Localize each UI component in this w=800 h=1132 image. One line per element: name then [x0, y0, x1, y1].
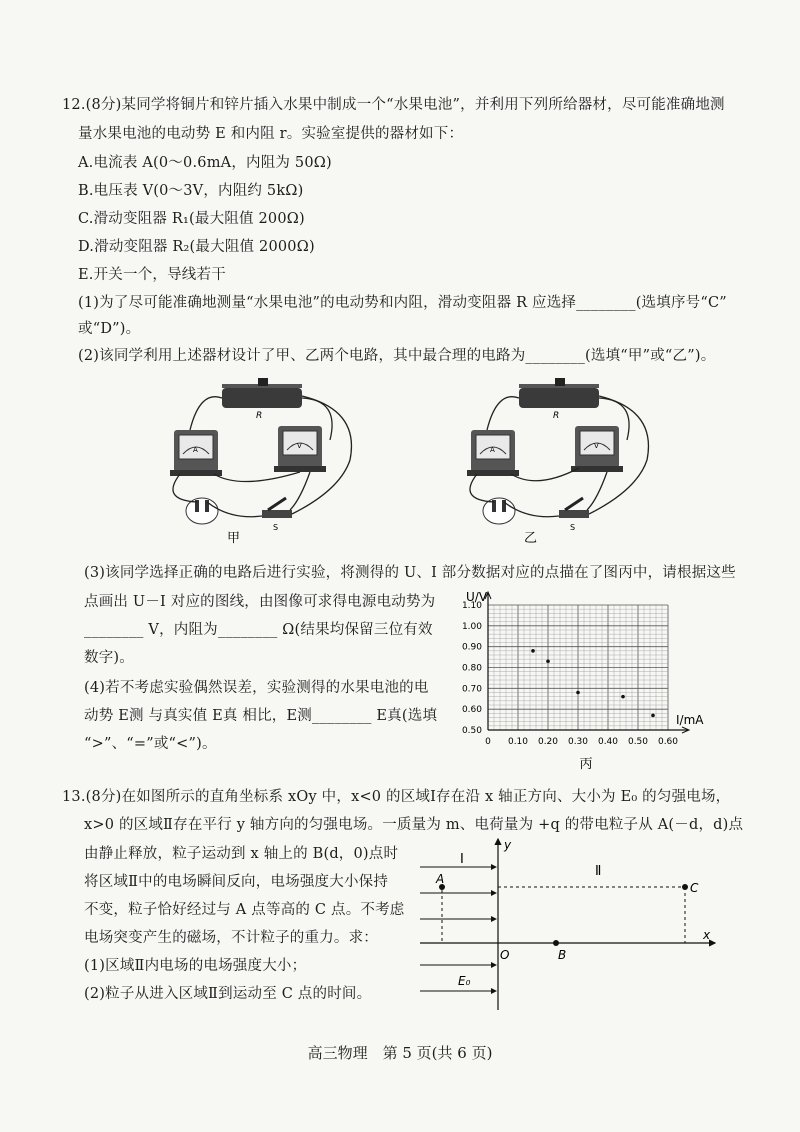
svg-text:A: A	[193, 446, 198, 454]
region-1-label: Ⅰ	[460, 852, 464, 867]
q13-part1: (1)区域Ⅱ内电场的电场强度大小；	[84, 958, 307, 974]
option-a: A.电流表 A(0～0.6mA，内阻为 50Ω)	[78, 155, 332, 171]
ammeter	[170, 430, 222, 476]
data-point	[651, 714, 655, 718]
switch	[262, 510, 292, 518]
q12-line-1: 12.(8分)某同学将铜片和锌片插入水果中制成一个“水果电池”，并利用下列所给器材，尽可能准确地测	[62, 97, 725, 113]
rheostat-label: R	[256, 411, 263, 421]
y-axis-label: U/V	[466, 590, 488, 604]
svg-text:R: R	[553, 411, 560, 421]
x-axis-label: I/mA	[676, 713, 704, 727]
chart-bing	[440, 585, 720, 785]
svg-text:V: V	[297, 442, 302, 450]
q13-line-1: 13.(8分)在如图所示的直角坐标系 xOy 中，x<0 的区域Ⅰ存在沿 x 轴正方向、大小为 E₀ 的匀强电场，	[62, 789, 731, 805]
q12-part4-line2: 动势 E测 与真实值 E真 相比，E测________ E真(选填	[84, 708, 438, 724]
origin-label: O	[500, 948, 510, 962]
x-tick-label: 0.40	[597, 737, 619, 747]
option-c: C.滑动变阻器 R₁(最大阻值 200Ω)	[78, 211, 305, 227]
x-tick-label: 0.50	[627, 737, 649, 747]
q12-part3-line3: ________ V，内阻为________ Ω(结果均保留三位有效	[84, 622, 433, 638]
y-tick-label: 0.70	[461, 684, 482, 695]
q12-part4: (4)若不考虑实验偶然误差，实验测得的水果电池的电	[84, 680, 429, 696]
x-tick-label: 0	[485, 737, 491, 747]
voltmeter	[274, 426, 326, 472]
field-diagram	[420, 835, 720, 1015]
svg-text:A: A	[490, 446, 495, 454]
data-point	[531, 649, 535, 653]
rheostat-body	[222, 388, 302, 408]
label-yi: 乙	[524, 531, 538, 546]
svg-text:A: A	[436, 872, 445, 886]
y-tick-label: 0.50	[461, 726, 482, 736]
q12-part1: (1)为了尽可能准确地测量“水果电池”的电动势和内阻，滑动变阻器 R 应选择________(选填序号“C”	[78, 295, 727, 311]
svg-text:V: V	[594, 442, 599, 450]
point-c	[682, 884, 688, 890]
q13-part2: (2)粒子从进入区域Ⅱ到运动至 C 点的时间。	[84, 986, 372, 1002]
svg-text:B: B	[558, 948, 567, 962]
svg-text:S: S	[273, 523, 279, 532]
data-point	[621, 695, 625, 699]
q12-part3: (3)该同学选择正确的电路后进行实验，将测得的 U、I 部分数据对应的点描在了图丙中，请根据这些	[84, 565, 736, 581]
option-d: D.滑动变阻器 R₂(最大阻值 2000Ω)	[78, 239, 315, 255]
svg-text:x: x	[703, 928, 711, 942]
x-tick-label: 0.30	[567, 737, 589, 747]
y-tick-label: 0.80	[461, 663, 482, 674]
q12-part2: (2)该同学利用上述器材设计了甲、乙两个电路，其中最合理的电路为________(选填“甲”或“乙”)。	[78, 348, 716, 364]
page-footer: 高三物理 第 5 页(共 6 页)	[307, 1044, 493, 1062]
q12-part3-line4: 数字)。	[84, 650, 134, 666]
q12-part3-line2: 点画出 U－I 对应的图线，由图像可求得电源电动势为	[84, 594, 436, 610]
chart-title: 丙	[579, 757, 593, 772]
q12-part4-line3: “>”、“=”或“<”)。	[84, 736, 217, 752]
svg-text:C: C	[690, 881, 699, 895]
q12-line-2: 量水果电池的电动势 E 和内阻 r。实验室提供的器材如下：	[78, 126, 464, 142]
q13-line-3: 由静止释放，粒子运动到 x 轴上的 B(d，0)点时	[84, 846, 399, 862]
svg-text:y: y	[504, 838, 512, 852]
data-point	[546, 659, 550, 663]
circuit-yi	[467, 378, 648, 546]
e0-label: E₀	[458, 974, 471, 988]
point-b	[553, 940, 559, 946]
q13-line-2: x>0 的区域Ⅱ存在平行 y 轴方向的匀强电场。一质量为 m、电荷量为 +q 的带电粒子从 A(－d，d)点	[84, 817, 744, 833]
svg-text:S: S	[570, 523, 576, 532]
y-tick-label: 0.60	[461, 705, 482, 716]
data-point	[576, 691, 580, 695]
option-e: E.开关一个，导线若干	[78, 267, 226, 283]
y-tick-label: 1.00	[461, 621, 482, 632]
q12-part1-cont: 或“D”)。	[78, 321, 141, 337]
label-jia: 甲	[227, 531, 241, 546]
region-2-label: Ⅱ	[595, 864, 602, 879]
x-tick-label: 0.20	[537, 737, 559, 747]
q13-line-6: 电场突变产生的磁场，不计粒子的重力。求：	[84, 930, 378, 946]
circuit-diagrams	[0, 370, 800, 550]
x-tick-label: 0.60	[657, 737, 679, 747]
option-b: B.电压表 V(0～3V，内阻约 5kΩ)	[78, 183, 304, 199]
circuit-jia	[170, 378, 351, 546]
x-tick-label: 0.10	[507, 737, 529, 747]
q13-line-5: 不变，粒子恰好经过与 A 点等高的 C 点。不考虑	[84, 902, 405, 918]
q13-line-4: 将区域Ⅱ中的电场瞬间反向，电场强度大小保持	[84, 874, 389, 890]
y-tick-label: 0.90	[461, 642, 482, 653]
y-tick-label: 1.10	[461, 601, 482, 611]
